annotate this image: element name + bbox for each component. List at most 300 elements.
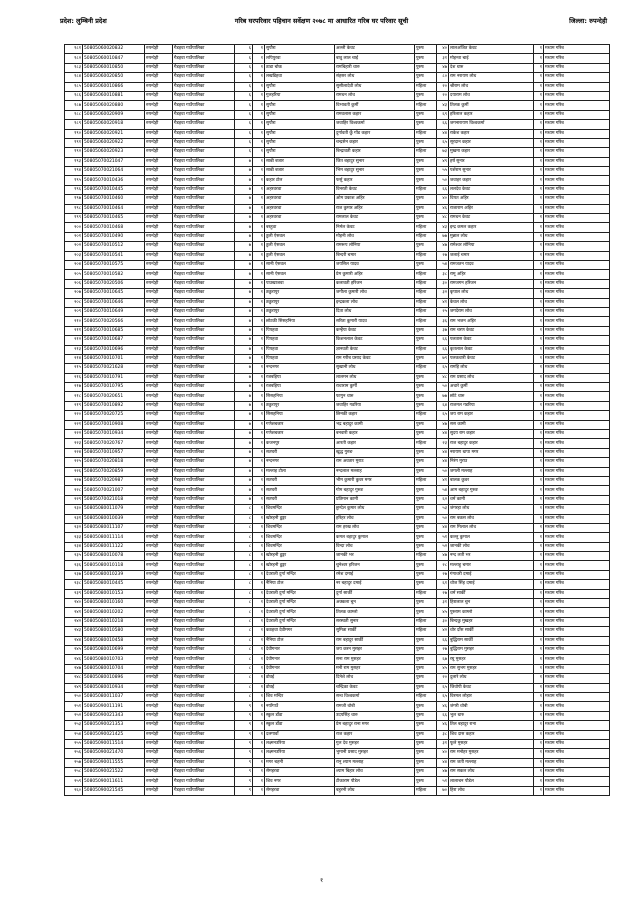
cell-head-name: नन्दलाल मल्लाह (335, 467, 415, 476)
cell-serial: २५४ (65, 730, 83, 739)
table-row (65, 711, 610, 720)
cell-tole: नैनिया टोल (265, 636, 335, 645)
cell-category: मध्यम गरिब (544, 636, 610, 645)
cell-ward: ७ (235, 307, 253, 316)
cell-ward: ८ (235, 636, 253, 645)
table-row (65, 260, 610, 269)
table-row (65, 777, 610, 786)
cell-father-name: छोटे थारु (449, 392, 534, 401)
cell-ward: ६ (235, 110, 253, 119)
cell-count: १ (534, 101, 544, 110)
cell-household-id: 50805070020767 (83, 439, 145, 448)
table-row (65, 448, 610, 457)
cell-household-id: 50805080010118 (83, 561, 145, 570)
cell-count: १ (534, 580, 544, 589)
cell-ward: ८ (235, 514, 253, 523)
cell-head-name: जगौला कुमारी लोध (335, 289, 415, 298)
cell-category: मध्यम गरिब (544, 364, 610, 373)
cell-ward: ७ (235, 317, 253, 326)
cell-head-name: दुर्गावती कुँ गोंड कहार (335, 129, 415, 138)
cell-district: रुपन्देही (145, 674, 173, 683)
cell-tole: कहार टोल (265, 176, 335, 185)
cell-gender: पुरुष (415, 63, 437, 72)
cell-unit: १ (253, 45, 265, 54)
cell-age: ७७ (437, 232, 449, 241)
cell-category: मध्यम गरिब (544, 317, 610, 326)
table-row (65, 542, 610, 551)
cell-count: १ (534, 148, 544, 157)
cell-serial: १९५ (65, 176, 83, 185)
cell-age: ४४ (437, 129, 449, 138)
cell-district: रुपन्देही (145, 214, 173, 223)
table-row (65, 101, 610, 110)
cell-age: २७ (437, 570, 449, 579)
cell-father-name: आम बहादुर गुरुङ (449, 486, 534, 495)
table-row (65, 401, 610, 410)
cell-father-name: पर्शराम सुनार (449, 167, 534, 176)
cell-ward: ८ (235, 655, 253, 664)
cell-tole: नन्दनगर (265, 458, 335, 467)
cell-serial: १९८ (65, 204, 83, 213)
cell-tole: लक्ष्मनउरिया (265, 749, 335, 758)
cell-ward: ७ (235, 383, 253, 392)
table-row (65, 232, 610, 241)
table-row (65, 54, 610, 63)
cell-unit: १ (253, 411, 265, 420)
cell-gender: पुरुष (415, 420, 437, 429)
cell-tole: देवीगनार (265, 664, 335, 673)
cell-serial: १८७ (65, 101, 83, 110)
cell-age: २० (437, 82, 449, 91)
cell-unit: १ (253, 523, 265, 532)
cell-father-name: जवाहर कहार (449, 176, 534, 185)
cell-ward: ९ (235, 739, 253, 748)
cell-age: ५५ (437, 167, 449, 176)
cell-tole: अहरवरवा (265, 214, 335, 223)
cell-municipality: गैडहवा गाउँपालिका (173, 251, 235, 260)
cell-age: ४३ (437, 101, 449, 110)
cell-unit: १ (253, 458, 265, 467)
cell-gender: पुरुष (415, 777, 437, 786)
page-header (0, 16, 643, 28)
cell-tole: देउराली दुर्गा मन्दिर (265, 617, 335, 626)
cell-count: १ (534, 110, 544, 119)
cell-ward: ८ (235, 674, 253, 683)
cell-father-name: राम मिलाल लोध (449, 523, 534, 532)
cell-municipality: गैडहवा गाउँपालिका (173, 758, 235, 767)
cell-head-name: गोम बहादुर गुरुङ (335, 486, 415, 495)
cell-category: मध्यम गरिब (544, 721, 610, 730)
cell-age: ६५ (437, 683, 449, 692)
cell-count: १ (534, 655, 544, 664)
cell-gender: पुरुष (415, 73, 437, 82)
table-row (65, 739, 610, 748)
cell-unit: १ (253, 326, 265, 335)
cell-serial: २४० (65, 599, 83, 608)
cell-municipality: गैडहवा गाउँपालिका (173, 270, 235, 279)
cell-age: ३७ (437, 326, 449, 335)
cell-age: २७ (437, 251, 449, 260)
cell-age: ४७ (437, 420, 449, 429)
cell-municipality: गैडहवा गाउँपालिका (173, 167, 235, 176)
cell-age: २० (437, 91, 449, 100)
cell-district: रुपन्देही (145, 777, 173, 786)
cell-tole: ठुली ऐसवल (265, 232, 335, 241)
cell-head-name: विभावती कुर्मी (335, 101, 415, 110)
cell-head-name: राम अवतार मुराउ (335, 458, 415, 467)
cell-household-id: 50805070021007 (83, 486, 145, 495)
cell-household-id: 50805060020918 (83, 120, 145, 129)
cell-head-name: कलावती हरिजन (335, 279, 415, 288)
cell-count: १ (534, 326, 544, 335)
cell-category: मध्यम गरिब (544, 91, 610, 100)
cell-district: रुपन्देही (145, 476, 173, 485)
cell-father-name: तिलक कुर्मी (449, 101, 534, 110)
cell-age: २३ (437, 439, 449, 448)
cell-father-name: अधारे कुर्मी (449, 383, 534, 392)
cell-tole: ठकुरापुर (265, 289, 335, 298)
cell-district: रुपन्देही (145, 129, 173, 138)
cell-unit: १ (253, 270, 265, 279)
cell-father-name: रामू अहिर (449, 270, 534, 279)
cell-tole: ठकुरापुर (265, 298, 335, 307)
cell-household-id: 50805080010202 (83, 608, 145, 617)
cell-unit: १ (253, 279, 265, 288)
cell-household-id: 50805070020859 (83, 467, 145, 476)
cell-district: रुपन्देही (145, 721, 173, 730)
cell-age: ६७ (437, 655, 449, 664)
cell-serial: २३० (65, 505, 83, 514)
table-row (65, 768, 610, 777)
cell-gender: महिला (415, 270, 437, 279)
cell-count: १ (534, 354, 544, 363)
table-row (65, 721, 610, 730)
cell-serial: २२७ (65, 476, 83, 485)
cell-tole: मल्लाह टोला (265, 467, 335, 476)
cell-count: १ (534, 467, 544, 476)
cell-category: मध्यम गरिब (544, 345, 610, 354)
cell-district: रुपन्देही (145, 786, 173, 795)
cell-father-name: तिल बहादुर राना (449, 721, 534, 730)
cell-ward: ८ (235, 580, 253, 589)
cell-serial: २४६ (65, 655, 83, 664)
cell-category: मध्यम गरिब (544, 730, 610, 739)
cell-district: रुपन्देही (145, 542, 173, 551)
cell-category: मध्यम गरिब (544, 326, 610, 335)
cell-category: मध्यम गरिब (544, 167, 610, 176)
table-row (65, 674, 610, 683)
cell-tole: सानी ऐसवल (265, 270, 335, 279)
cell-district: रुपन्देही (145, 148, 173, 157)
cell-category: मध्यम गरिब (544, 298, 610, 307)
cell-household-id: 50805070010957 (83, 448, 145, 457)
cell-household-id: 50805070021018 (83, 495, 145, 504)
cell-age: २७ (437, 589, 449, 598)
cell-category: मध्यम गरिब (544, 101, 610, 110)
cell-municipality: गैडहवा गाउँपालिका (173, 289, 235, 298)
cell-count: १ (534, 223, 544, 232)
cell-category: मध्यम गरिब (544, 711, 610, 720)
table-row (65, 646, 610, 655)
cell-category: मध्यम गरिब (544, 514, 610, 523)
cell-head-name: रामबिहारी थारु (335, 63, 415, 72)
table-row (65, 345, 610, 354)
cell-category: मध्यम गरिब (544, 561, 610, 570)
cell-ward: ८ (235, 552, 253, 561)
cell-count: १ (534, 542, 544, 551)
cell-gender: पुरुष (415, 570, 437, 579)
cell-household-id: 50805070010892 (83, 401, 145, 410)
cell-category: मध्यम गरिब (544, 242, 610, 251)
cell-household-id: 50805070010685 (83, 326, 145, 335)
cell-age: ३६ (437, 317, 449, 326)
cell-serial: २३६ (65, 561, 83, 570)
cell-municipality: गैडहवा गाउँपालिका (173, 307, 235, 316)
cell-count: १ (534, 270, 544, 279)
cell-unit: १ (253, 214, 265, 223)
cell-father-name: मल्लाहु चमार (449, 561, 534, 570)
cell-serial: २३४ (65, 542, 83, 551)
cell-serial: २५२ (65, 711, 83, 720)
cell-tole: देउराली दुर्गा मन्दिर (265, 599, 335, 608)
cell-serial: २४७ (65, 664, 83, 673)
cell-household-id: 50805070021628 (83, 364, 145, 373)
cell-serial: १९६ (65, 185, 83, 194)
cell-serial: २०९ (65, 307, 83, 316)
cell-gender: पुरुष (415, 383, 437, 392)
cell-unit: १ (253, 373, 265, 382)
cell-household-id: 50805090021425 (83, 730, 145, 739)
cell-gender: पुरुष (415, 242, 437, 251)
cell-unit: १ (253, 786, 265, 795)
cell-municipality: गैडहवा गाउँपालिका (173, 63, 235, 72)
table-row (65, 495, 610, 504)
cell-count: १ (534, 711, 544, 720)
cell-tole: स्कुल डाँडा (265, 711, 335, 720)
cell-household-id: 50805060010847 (83, 54, 145, 63)
cell-count: १ (534, 336, 544, 345)
cell-category: मध्यम गरिब (544, 148, 610, 157)
cell-tole: लखडिहवा (265, 73, 335, 82)
cell-household-id: 50805090021545 (83, 786, 145, 795)
cell-head-name: श्याम बिहार लोध (335, 768, 415, 777)
cell-municipality: गैडहवा गाउँपालिका (173, 298, 235, 307)
cell-municipality: गैडहवा गाउँपालिका (173, 185, 235, 194)
cell-age: ५१ (437, 533, 449, 542)
cell-count: १ (534, 636, 544, 645)
cell-tole: सुपौरा (265, 82, 335, 91)
cell-age: ७० (437, 786, 449, 795)
cell-tole: सेमहरवा (265, 768, 335, 777)
cell-tole: सतघरी (265, 448, 335, 457)
cell-father-name: राजमल गडरिया (449, 401, 534, 410)
cell-count: १ (534, 204, 544, 213)
cell-ward: ७ (235, 176, 253, 185)
cell-category: मध्यम गरिब (544, 354, 610, 363)
cell-district: रुपन्देही (145, 54, 173, 63)
cell-age: ६६ (437, 120, 449, 129)
cell-count: १ (534, 758, 544, 767)
cell-tole: गुलहरिया (265, 91, 335, 100)
cell-gender: पुरुष (415, 195, 437, 204)
cell-age: ३८ (437, 270, 449, 279)
cell-district: रुपन्देही (145, 749, 173, 758)
cell-district: रुपन्देही (145, 138, 173, 147)
cell-head-name: जवाहिर गडरिया (335, 401, 415, 410)
cell-unit: १ (253, 185, 265, 194)
cell-household-id: 50805090011555 (83, 758, 145, 767)
cell-tole: शिवमन्दिर (265, 523, 335, 532)
cell-serial: २४९ (65, 683, 83, 692)
cell-district: रुपन्देही (145, 533, 173, 542)
cell-ward: ७ (235, 298, 253, 307)
cell-head-name: बनवारी कहार (335, 430, 415, 439)
cell-household-id: 50805070010649 (83, 307, 145, 316)
cell-father-name: कृपाल लोध (449, 289, 534, 298)
cell-count: १ (534, 73, 544, 82)
cell-gender: महिला (415, 617, 437, 626)
cell-unit: १ (253, 580, 265, 589)
cell-gender: महिला (415, 185, 437, 194)
cell-father-name: रामेश्वर लोनिया (449, 242, 534, 251)
cell-age: ६५ (437, 364, 449, 373)
cell-category: मध्यम गरिब (544, 655, 610, 664)
cell-tole: रजबहिया (265, 373, 335, 382)
cell-district: रुपन्देही (145, 570, 173, 579)
cell-district: रुपन्देही (145, 758, 173, 767)
cell-gender: पुरुष (415, 326, 437, 335)
cell-serial: २०२ (65, 242, 83, 251)
cell-unit: १ (253, 420, 265, 429)
cell-district: रुपन्देही (145, 345, 173, 354)
cell-serial: १८४ (65, 73, 83, 82)
cell-district: रुपन्देही (145, 63, 173, 72)
cell-age: ६५ (437, 692, 449, 701)
cell-category: मध्यम गरिब (544, 458, 610, 467)
cell-count: १ (534, 129, 544, 138)
cell-count: १ (534, 392, 544, 401)
cell-tole: अहरवरवा (265, 204, 335, 213)
cell-unit: १ (253, 448, 265, 457)
cell-gender: पुरुष (415, 45, 437, 54)
table-row (65, 786, 610, 795)
province-label: प्रदेश: लुम्बिनी प्रदेश (60, 17, 107, 25)
cell-category: मध्यम गरिब (544, 505, 610, 514)
cell-district: रुपन्देही (145, 627, 173, 636)
cell-unit: १ (253, 195, 265, 204)
cell-gender: महिला (415, 289, 437, 298)
cell-municipality: गैडहवा गाउँपालिका (173, 476, 235, 485)
table-row (65, 195, 610, 204)
cell-gender: पुरुष (415, 467, 437, 476)
cell-ward: ८ (235, 683, 253, 692)
cell-serial: २४५ (65, 646, 83, 655)
cell-municipality: गैडहवा गाउँपालिका (173, 129, 235, 138)
cell-unit: १ (253, 167, 265, 176)
cell-serial: २०८ (65, 298, 83, 307)
cell-age: ५२ (437, 542, 449, 551)
cell-unit: १ (253, 495, 265, 504)
cell-district: रुपन्देही (145, 580, 173, 589)
cell-ward: ७ (235, 476, 253, 485)
cell-unit: १ (253, 627, 265, 636)
cell-count: १ (534, 167, 544, 176)
cell-municipality: गैडहवा गाउँपालिका (173, 552, 235, 561)
cell-age: ६१ (437, 580, 449, 589)
cell-count: १ (534, 476, 544, 485)
cell-ward: ७ (235, 430, 253, 439)
cell-category: मध्यम गरिब (544, 749, 610, 758)
table-row (65, 411, 610, 420)
cell-household-id: 50805070010490 (83, 232, 145, 241)
cell-age: ५० (437, 383, 449, 392)
cell-tole: सतघरी (265, 476, 335, 485)
cell-head-name: कन्हैया केवट (335, 326, 415, 335)
cell-gender: पुरुष (415, 373, 437, 382)
cell-head-name: सुखानी लोध (335, 364, 415, 373)
cell-category: मध्यम गरिब (544, 674, 610, 683)
cell-municipality: गैडहवा गाउँपालिका (173, 692, 235, 701)
cell-father-name: जय राम कहार (449, 411, 534, 420)
cell-age: ८० (437, 73, 449, 82)
cell-count: १ (534, 383, 544, 392)
cell-category: मध्यम गरिब (544, 129, 610, 138)
cell-district: रुपन्देही (145, 636, 173, 645)
cell-district: रुपन्देही (145, 101, 173, 110)
document-title: गरिब घरपरिवार पहिचान सर्वेक्षण २०७८ मा आधारित गरिब घर परिवार सूची (234, 17, 409, 25)
cell-father-name: विपत अहिर (449, 195, 534, 204)
cell-category: मध्यम गरिब (544, 251, 610, 260)
table-row (65, 110, 610, 119)
cell-serial: २४८ (65, 674, 83, 683)
cell-municipality: गैडहवा गाउँपालिका (173, 486, 235, 495)
cell-municipality: गैडहवा गाउँपालिका (173, 364, 235, 373)
cell-father-name: राम सकल लोध (449, 768, 534, 777)
cell-head-name: सुसीलादेवी लोध (335, 82, 415, 91)
cell-count: १ (534, 345, 544, 354)
cell-household-id: 50805070020566 (83, 317, 145, 326)
cell-age: ५४ (437, 486, 449, 495)
cell-tole: डोवई (265, 683, 335, 692)
cell-municipality: गैडहवा गाउँपालिका (173, 148, 235, 157)
cell-count: १ (534, 664, 544, 673)
cell-father-name: राम भजन अहिर (449, 317, 534, 326)
cell-serial: २१८ (65, 392, 83, 401)
cell-category: मध्यम गरिब (544, 758, 610, 767)
cell-head-name: जय करन मुसहर (335, 646, 415, 655)
cell-gender: महिला (415, 307, 437, 316)
cell-category: मध्यम गरिब (544, 73, 610, 82)
cell-category: मध्यम गरिब (544, 204, 610, 213)
cell-ward: ६ (235, 82, 253, 91)
cell-age: ४१ (437, 298, 449, 307)
cell-tole: मगर चहनी (265, 758, 335, 767)
cell-unit: १ (253, 364, 265, 373)
cell-ward: ७ (235, 279, 253, 288)
cell-municipality: गैडहवा गाउँपालिका (173, 54, 235, 63)
cell-category: मध्यम गरिब (544, 467, 610, 476)
cell-age: ६२ (437, 495, 449, 504)
cell-district: रुपन्देही (145, 495, 173, 504)
cell-tole: सेमहरवा (265, 786, 335, 795)
cell-gender: पुरुष (415, 702, 437, 711)
cell-district: रुपन्देही (145, 561, 173, 570)
cell-ward: ७ (235, 401, 253, 410)
cell-serial: २४१ (65, 608, 83, 617)
cell-household-id: 50805070010460 (83, 195, 145, 204)
cell-category: मध्यम गरिब (544, 495, 610, 504)
cell-head-name: सन्ध विश्वकर्मा (335, 692, 415, 701)
